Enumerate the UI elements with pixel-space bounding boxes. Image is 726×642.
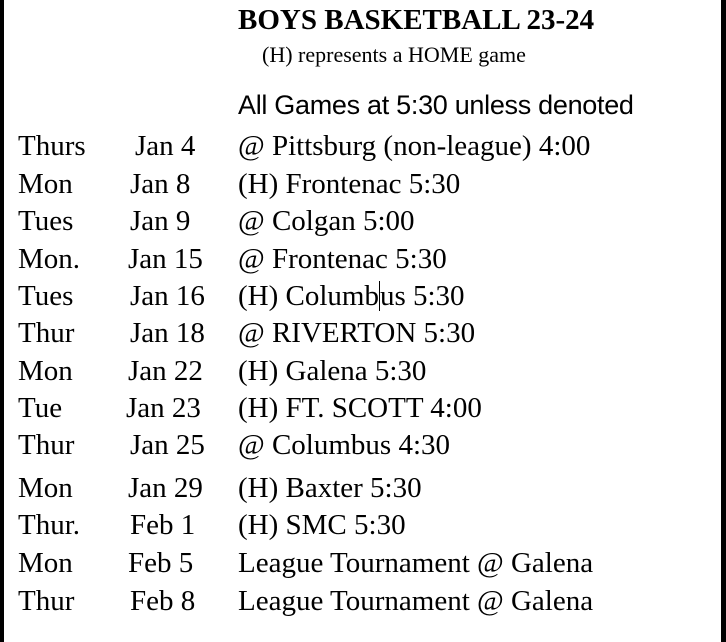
game-date: Jan 4 [135,130,196,162]
game-date: Feb 5 [128,547,194,579]
game-date: Jan 8 [130,168,191,200]
game-date: Jan 9 [130,205,191,237]
schedule-row [0,392,726,428]
schedule-row [0,547,726,583]
game-day: Mon [18,547,73,579]
text-cursor [379,281,380,311]
game-event: (H) Galena 5:30 [238,355,427,387]
game-event: League Tournament @ Galena [238,585,594,617]
game-event: @ Frontenac 5:30 [238,243,447,275]
game-date: Jan 23 [126,392,201,424]
page-title: BOYS BASKETBALL 23-24 [238,4,595,36]
game-day: Thurs [18,130,86,162]
schedule-row [0,472,726,508]
time-note: All Games at 5:30 unless denoted [238,90,634,120]
game-event: (H) SMC 5:30 [238,509,406,541]
game-date: Jan 29 [128,472,203,504]
game-event: (H) Columbus 5:30 [238,280,465,312]
game-event: @ RIVERTON 5:30 [238,317,476,349]
game-day: Mon [18,355,73,387]
game-event: (H) FT. SCOTT 4:00 [238,392,482,424]
game-date: Feb 1 [130,509,196,541]
game-date: Feb 8 [130,585,196,617]
schedule-row [0,168,726,204]
game-day: Mon [18,168,73,200]
game-day: Thur [18,585,75,617]
game-day: Tues [18,205,74,237]
game-day: Tue [18,392,63,424]
game-day: Mon [18,472,73,504]
game-date: Jan 22 [128,355,203,387]
game-date: Jan 15 [128,243,203,275]
game-event: @ Pittsburg (non-league) 4:00 [238,130,591,162]
schedule-row [0,205,726,241]
schedule-row [0,585,726,621]
game-day: Tues [18,280,74,312]
subtitle: (H) represents a HOME game [262,42,526,67]
schedule-row [0,130,726,166]
schedule-row [0,243,726,279]
schedule-row [0,317,726,353]
game-event: @ Colgan 5:00 [238,205,415,237]
game-event: (H) Frontenac 5:30 [238,168,461,200]
game-date: Jan 18 [130,317,205,349]
game-day: Thur [18,429,75,461]
schedule-row [0,355,726,391]
game-date: Jan 16 [130,280,205,312]
game-event: (H) Baxter 5:30 [238,472,422,504]
game-day: Thur [18,317,75,349]
schedule-row [0,429,726,465]
game-event: League Tournament @ Galena [238,547,594,579]
schedule-row [0,280,726,316]
game-day: Mon. [18,243,81,275]
game-event: @ Columbus 4:30 [238,429,451,461]
game-day: Thur. [18,509,81,541]
game-date: Jan 25 [130,429,205,461]
schedule-row [0,509,726,545]
